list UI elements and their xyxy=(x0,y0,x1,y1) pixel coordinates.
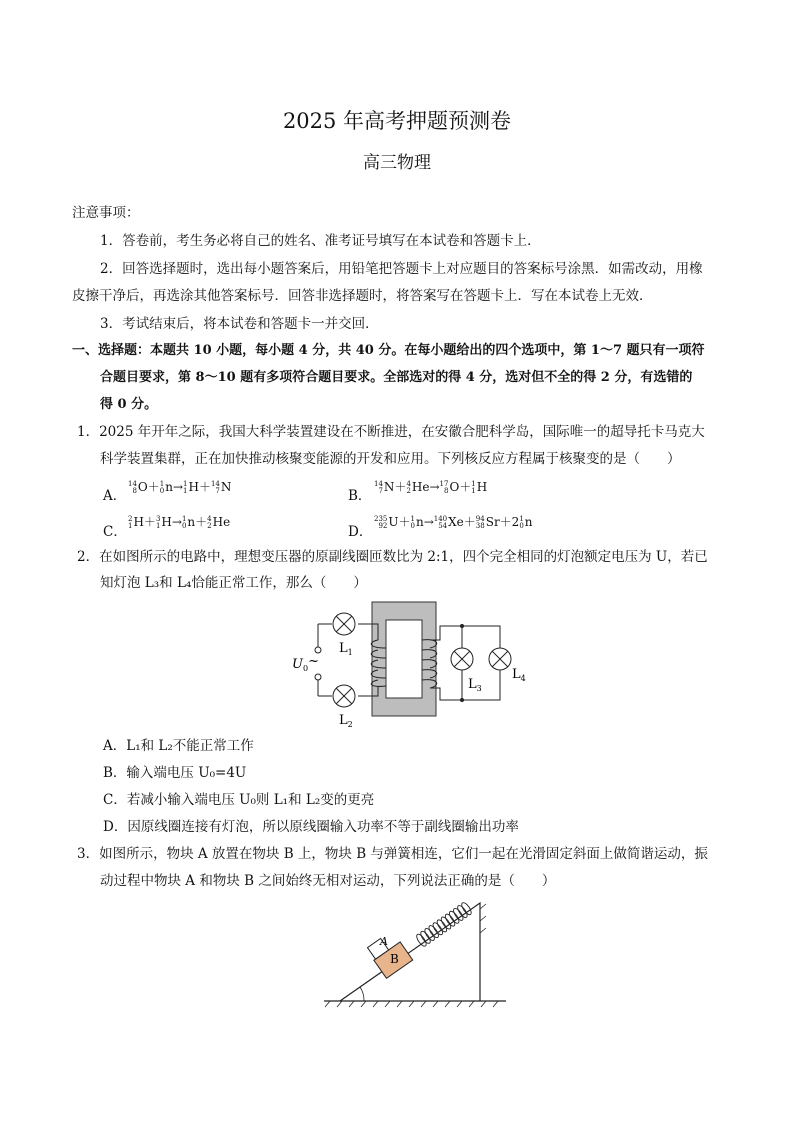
question-1-text: 科学装置集群，正在加快推动核聚变能源的开发和应用。下列核反应方程属于核聚变的是（ ） xyxy=(100,451,681,467)
q1-option-a-label: A． xyxy=(103,488,127,504)
notice-item: 2．回答选择题时，选出每小题答案后，用铅笔把答题卡上对应题目的答案标号涂黑．如需改动，用橡 xyxy=(100,261,703,277)
lamp-l3-icon xyxy=(451,648,473,670)
block-a-label: A xyxy=(380,935,388,948)
question-3-text: 动过程中物块 A 和物块 B 之间始终无相对运动，下列说法正确的是（ ） xyxy=(100,873,556,889)
notice-item: 1．答卷前，考生务必将自己的姓名、准考证号填写在本试卷和答题卡上． xyxy=(100,233,541,249)
notice-heading: 注意事项： xyxy=(72,205,140,221)
notice-item: 3．考试结束后，将本试卷和答题卡一并交回． xyxy=(100,316,379,332)
lamp-l4-icon xyxy=(489,648,511,670)
transformer-circuit-diagram xyxy=(288,600,528,730)
q1-option-d-label: D． xyxy=(348,524,373,540)
q1-option-b-equation: 14 7 N＋ 4 2 He→ 17 8 O＋ 1 1 H xyxy=(374,479,488,495)
q1-option-c-equation: 2 1 H＋ 3 1 H→ 1 0 n＋ 4 2 He xyxy=(128,514,231,530)
page-subtitle: 高三物理 xyxy=(363,153,431,173)
q1-option-c-label: C． xyxy=(103,524,127,540)
incline-spring-diagram xyxy=(320,895,510,1010)
question-1-text: 1．2025 年开年之际，我国大科学装置建设在不断推进，在安徽合肥科学岛，国际唯一的超导托卡马克大 xyxy=(77,424,705,440)
section-instruction: 合题目要求，第 8～10 题有多项符合题目要求。全部选对的得 4 分，选对但不全的得 2 分，有选错的 xyxy=(100,370,693,385)
label-l3: $L_3$ xyxy=(468,677,482,693)
question-2-text: 知灯泡 L₃和 L₄恰能正常工作，那么（ ） xyxy=(100,575,367,591)
notice-item: 皮擦干净后，再选涂其他答案标号．回答非选择题时，将答案写在答题卡上．写在本试卷上无效． xyxy=(72,288,653,304)
section-instruction: 得 0 分。 xyxy=(100,397,158,412)
q2-option-d: D．因原线圈连接有灯泡，所以原线圈输入功率不等于副线圈输出功率 xyxy=(103,819,519,835)
q1-option-d-equation: 235 92 U＋ 1 0 n→ 140 54 Xe＋ 94 38 Sr＋2 1 0 n xyxy=(374,514,533,530)
q2-option-c: C．若减小输入端电压 U₀则 L₁和 L₂变的更亮 xyxy=(103,792,375,808)
label-l2: $L_2$ xyxy=(339,713,353,729)
question-2-text: 2．在如图所示的电路中，理想变压器的原副线圈匝数比为 2:1，四个完全相同的灯泡额定电压为 U，若已 xyxy=(77,549,708,565)
q2-option-b: B．输入端电压 U₀=4U xyxy=(103,765,247,781)
lamp-l1-icon xyxy=(333,613,355,635)
question-3-text: 3．如图所示，物块 A 放置在物块 B 上，物块 B 与弹簧相连，它们一起在光滑固定斜面上做简谐运动，振 xyxy=(77,846,708,862)
block-b-label: B xyxy=(390,952,399,966)
page-title: 2025 年高考押题预测卷 xyxy=(282,109,512,133)
label-l1: $L_1$ xyxy=(339,641,353,657)
section-instruction: 一、选择题：本题共 10 小题，每小题 4 分，共 40 分。在每小题给出的四个选项中，第 1～7 题只有一项符 xyxy=(72,343,705,358)
label-u0: $U_0\sim$ xyxy=(292,654,319,673)
q2-option-a: A．L₁和 L₂不能正常工作 xyxy=(103,738,254,754)
lamp-l2-icon xyxy=(333,685,355,707)
label-l4: $L_4$ xyxy=(512,667,526,683)
q1-option-a-equation: 14 8 O＋ 1 0 n→ 1 1 H＋ 14 7 N xyxy=(128,479,232,495)
q1-option-b-label: B． xyxy=(348,488,372,504)
